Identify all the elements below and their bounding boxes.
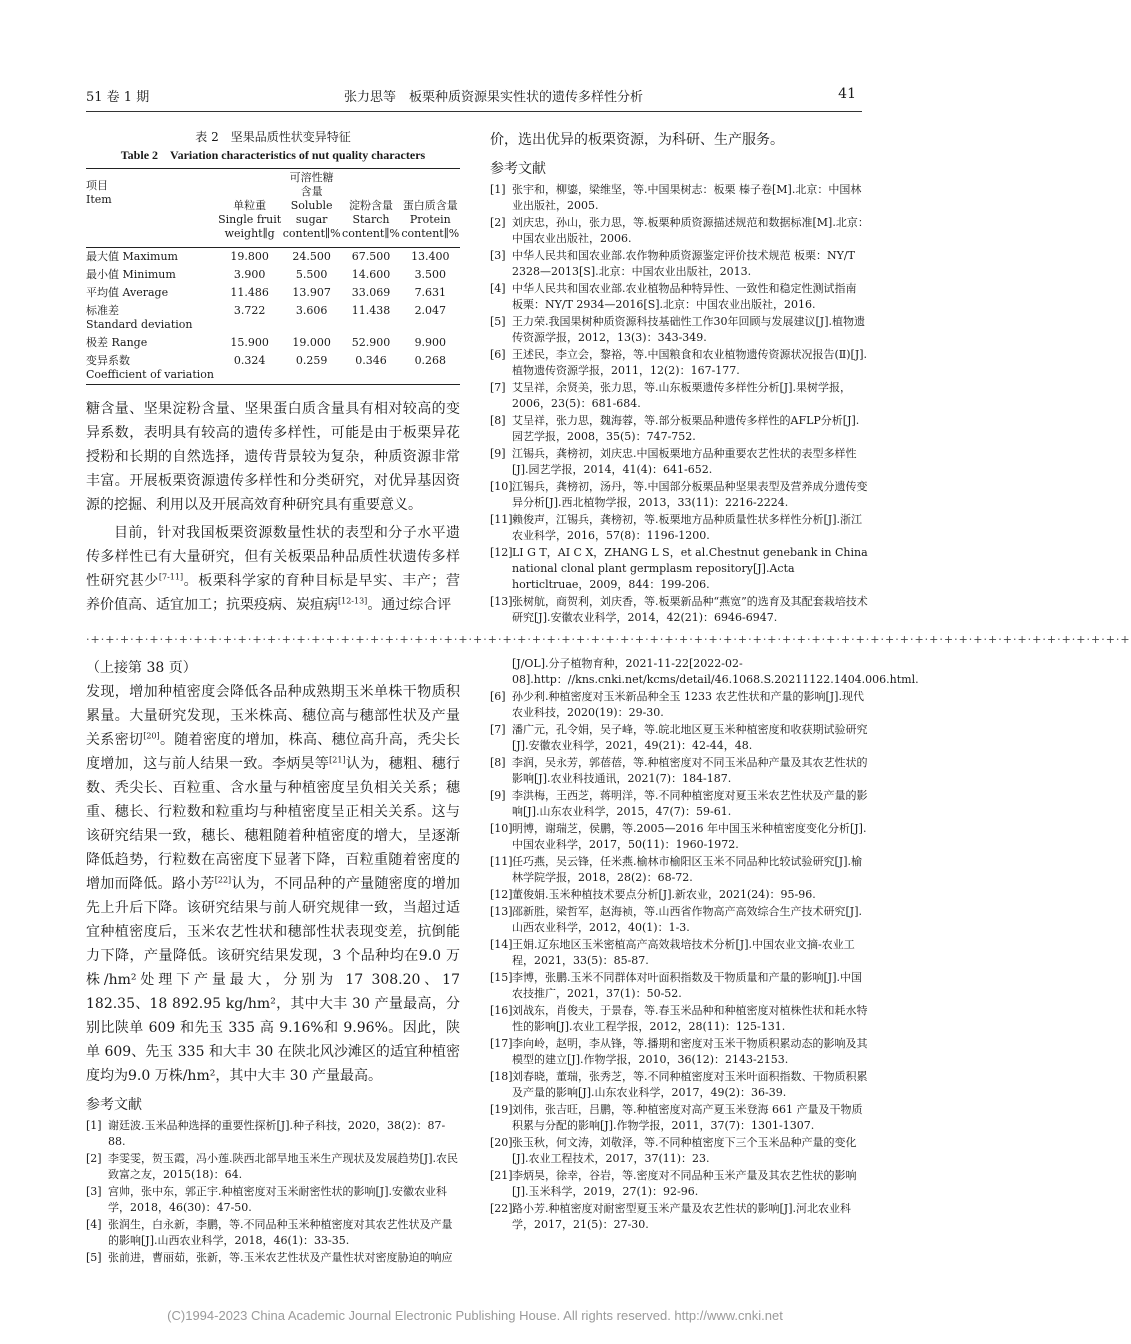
table-row: 标准差 Standard deviation 3.722 3.606 11.438 2.047	[86, 304, 447, 331]
reference-text: 李炳昊，徐幸，谷岩，等.密度对不同品种玉米产量及其农艺性状的影响[J].玉米科学，2019，27(1)：92-96.	[512, 1169, 857, 1198]
reference-number: [6]	[490, 690, 506, 703]
reference-text: 刘战东，肖俊夫，于景春，等.春玉米品种和种植密度对植株性状和耗水特性的影响[J].农业工程学报，2012，28(11)：125-131.	[512, 1004, 868, 1033]
reference-number: [17]	[490, 1037, 513, 1050]
reference-number: [1]	[490, 183, 506, 196]
reference-number: [15]	[490, 971, 513, 984]
list-item	[490, 1201, 870, 1233]
reference-list	[86, 1118, 460, 1266]
citation: [22]	[214, 875, 232, 885]
list-item	[490, 887, 870, 903]
list-item	[490, 512, 870, 544]
reference-text: 明博，谢瑞芝，侯鹏，等.2005—2016 年中国玉米种植密度变化分析[J].中国农业科学，2017，50(11)：1960-1972.	[512, 822, 867, 851]
reference-number: [8]	[490, 414, 506, 427]
reference-text: 李博，张鹏.玉米不同群体对叶面积指数及干物质量和产量的影响[J].中国农技推广，2021，37(1)：50-52.	[512, 971, 862, 1000]
reference-text: 张玉秋，何文涛，刘敬泽，等.不同种植密度下三个玉米品种产量的变化[J].农业工程技术，2017，37(11)：23.	[512, 1136, 857, 1165]
reference-text: 张前进，曹丽茹，张新，等.玉米农艺性状及产量性状对密度胁迫的响应	[108, 1251, 453, 1264]
reference-text: 张树航，商贺利，刘庆香，等.板栗新品种“燕宽”的选育及其配套栽培技术研究[J].安徽农业科学，2014，42(21)：6946-6947.	[512, 595, 868, 624]
references-heading: 参考文献	[86, 1097, 142, 1113]
list-item	[490, 755, 870, 787]
reference-text: 董俊娟.玉米种植技术要点分析[J].新农业，2021(24)：95-96.	[512, 888, 816, 901]
reference-number: [22]	[490, 1202, 513, 1215]
reference-text: 王力荣.我国果树种质资源科技基础性工作30年回顾与发展建议[J].植物遗传资源学报，2012，13(3)：343-349.	[512, 315, 865, 344]
list-item	[490, 1036, 870, 1068]
list-item	[490, 479, 870, 511]
reference-text: 李向岭，赵明，李从锋，等.播期和密度对玉米干物质积累动态的影响及其模型的建立[J].作物学报，2010，36(12)：2143-2153.	[512, 1037, 868, 1066]
table-row: 最大值 Maximum 19.800 24.500 67.500 13.400	[86, 248, 460, 267]
copyright-footer: (C)1994-2023 China Academic Journal Electronic Publishing House. All rights reserved. http://www.cnki.net	[167, 1308, 783, 1323]
body-paragraph: 发现，增加种植密度会降低各品种成熟期玉米单株干物质积累量。大量研究发现，玉米株高、穗位高与穗部性状及产量关系密切[20]。随着密度的增加，株高、穗位高升高，秃尖长度增加，这与前人结果一致。李炳昊等[21]认为，穗粗、穗行数、秃尖长、百粒重、含水量与种植密度呈负相关关系；穗重、穗长、行粒数和粒重均与种植密度呈正相关关系。这与该研究结果一致，穗长、穗粗随着种植密度的增大，呈逐渐降低趋势，行粒数在高密度下显著下降，百粒重随着密度的增加而降低。路小芳[22]认为，不同品种的产量随密度的增加先上升后下降。该研究结果与前人研究规律一致，当超过适宜种植密度后，玉米农艺性状和穗部性状表现变差，抗倒能力下降，产量降低。该研究结果发现，3 个品种均在9.0 万株/hm²处理下产量最大，分别为 17 308.20、17 182.35、18 892.95 kg/hm²，其中大丰 30 产量最高，分别比陕单 609 和先玉 335 高 9.16%和 9.96%。因此，陕单 609、先玉 335 和大丰 30 在陕北风沙滩区的适宜种植密度均为9.0 万株/hm²，其中大丰 30 产量最高。	[86, 684, 461, 1084]
table-header-weight: 单粒重 Single fruit weight∥g	[218, 199, 282, 240]
list-item	[490, 1069, 870, 1101]
nut-quality-table	[86, 168, 460, 385]
reference-list	[490, 656, 919, 688]
reference-number: [5]	[86, 1251, 102, 1264]
table-caption-cn: 表 2 坚果品质性状变异特征	[195, 130, 351, 144]
continued-from-note: （上接第 38 页）	[86, 660, 197, 676]
reference-number: [2]	[86, 1152, 102, 1165]
reference-text: 艾呈祥，张力思，魏海蓉，等.部分板栗品种遗传多样性的AFLP分析[J].园艺学报，2008，35(5)：747-752.	[512, 414, 860, 443]
list-item: [J/OL].分子植物育种，2021-11-22[2022-02-08].http：//kns.cnki.net/kcms/detail/46.1068.S.20211122.1404.006.html.	[512, 657, 919, 686]
reference-text: 任巧燕，吴云锋，任米燕.榆林市榆阳区玉米不同品种比较试验研究[J].榆林学院学报，2018，28(2)：68-72.	[512, 855, 862, 884]
reference-text: 刘伟，张吉旺，吕鹏，等.种植密度对高产夏玉米登海 661 产量及干物质积累与分配的影响[J].作物学报，2011，37(7)：1301-1307.	[512, 1103, 863, 1132]
reference-text: 谢廷波.玉米品种选择的重要性探析[J].种子科技，2020，38(2)：87-88.	[108, 1119, 446, 1148]
reference-text: 刘春晓，董瑞，张秀芝，等.不同种植密度对玉米叶面积指数、干物质积累及产量的影响[J].山东农业科学，2017，49(2)：36-39.	[512, 1070, 868, 1099]
table-row: 平均值 Average 11.486 13.907 33.069 7.631	[86, 286, 447, 299]
reference-text: 中华人民共和国农业部.农作物种质资源鉴定评价技术规范 板栗：NY/T 2328—2013[S].北京：中国农业出版社，2013.	[512, 249, 855, 278]
table-row: 极差 Range 15.900 19.000 52.900 9.900	[86, 336, 447, 349]
list-item	[490, 970, 870, 1002]
list-item	[490, 347, 870, 379]
list-item	[86, 1184, 460, 1216]
list-item	[490, 854, 870, 886]
reference-number: [5]	[490, 315, 506, 328]
list-item	[490, 722, 870, 754]
reference-number: [1]	[86, 1119, 102, 1132]
reference-text: 张润生，白永新，李鹏，等.不同品种玉米种植密度对其农艺性状及产量的影响[J].山西农业科学，2018，46(1)：33-35.	[108, 1218, 453, 1247]
reference-text: 江锡兵，龚榜初，汤丹，等.中国部分板栗品种坚果表型及营养成分遗传变异分析[J].西北植物学报，2013，33(11)：2216-2224.	[512, 480, 868, 509]
list-item	[86, 1118, 460, 1150]
table-header-item: 项目 Item	[86, 179, 112, 206]
reference-text: 潘广元，孔令娟，吴子峰，等.皖北地区夏玉米种植密度和收获期试验研究[J].安徽农业科学，2021，49(21)：42-44，48.	[512, 723, 868, 752]
list-item	[86, 1250, 460, 1266]
list-item	[490, 182, 870, 214]
reference-list	[490, 182, 870, 626]
list-item	[490, 689, 870, 721]
reference-text: 王述民，李立会，黎裕，等.中国粮食和农业植物遗传资源状况报告(Ⅱ)[J].植物遗传资源学报，2011，12(2)：167-177.	[512, 348, 868, 377]
reference-text: LI G T，AI C X，ZHANG L S，et al.Chestnut genebank in China national clonal plant germplasm repository[J].Acta horticltruae，2009，844：199-206.	[512, 546, 868, 591]
table-header-protein: 蛋白质含量 Protein content∥%	[401, 199, 460, 240]
running-title: 张力思等 板栗种质资源果实性状的遗传多样性分析	[344, 90, 644, 105]
reference-text: 孙少利.种植密度对玉米新品种全玉 1233 农艺性状和产量的影响[J].现代农业科技，2020(19)：29-30.	[512, 690, 864, 719]
reference-number: [7]	[490, 381, 506, 394]
reference-number: [10]	[490, 822, 513, 835]
article-divider: ·+·+·+·+·+·+·+·+·+·+·+·+·+·+·+·+·+·+·+·+·+·+·+·+·+·+·+·+·+·+·+·+·+·+·+·+·+·+·+·+·+·+·+·+·+·+·+·+·+·+·+·+·+·+·+·+·+·+·+·+·+·+·+·+·+·+·+·+·+·+·+	[86, 633, 1131, 646]
reference-text: 路小芳.种植密度对耐密型夏玉米产量及农艺性状的影响[J].河北农业科学，2017，21(5)：27-30.	[512, 1202, 851, 1231]
volume-issue: 51 卷 1 期	[86, 90, 150, 105]
list-item	[490, 1168, 870, 1200]
citation: [12-13]	[338, 596, 368, 606]
reference-number: [11]	[490, 513, 513, 526]
reference-number: [18]	[490, 1070, 513, 1083]
list-item	[490, 594, 870, 626]
reference-number: [21]	[490, 1169, 513, 1182]
table-header-starch: 淀粉含量 Starch content∥%	[342, 199, 400, 240]
citation: [7-11]	[158, 572, 184, 582]
reference-text: 王娟.辽东地区玉米密植高产高效栽培技术分析[J].中国农业文摘-农业工程，2021，33(5)：85-87.	[512, 938, 855, 967]
header-rule	[86, 111, 862, 112]
table-header-sugar: 可溶性糖 含量 Soluble sugar content∥%	[282, 171, 341, 240]
list-item	[490, 281, 870, 313]
table-row: 变异系数 Coefficient of variation 0.324 0.259 0.346 0.268	[86, 352, 460, 385]
running-header	[86, 86, 862, 110]
left-column-bottom	[86, 656, 460, 1267]
reference-number: [20]	[490, 1136, 513, 1149]
reference-number: [3]	[490, 249, 506, 262]
reference-number: [6]	[490, 348, 506, 361]
reference-number: [14]	[490, 938, 513, 951]
body-continuation: 价，选出优异的板栗资源，为科研、生产服务。	[490, 132, 784, 148]
reference-list	[490, 689, 870, 1233]
list-item	[86, 1217, 460, 1249]
reference-number: [2]	[490, 216, 506, 229]
right-column-top	[490, 128, 870, 627]
references-heading: 参考文献	[490, 161, 546, 177]
reference-number: [19]	[490, 1103, 513, 1116]
reference-number: [9]	[490, 447, 506, 460]
list-item	[86, 1151, 460, 1183]
list-item	[490, 788, 870, 820]
page-number: 41	[838, 86, 856, 102]
reference-number: [13]	[490, 905, 513, 918]
body-paragraph: 目前，针对我国板栗资源数量性状的表型和分子水平遗传多样性已有大量研究，但有关板栗品种品质性状遗传多样性研究甚少[7-11]。板栗科学家的育种目标是早实、丰产；营养价值高、适宜加工；抗栗疫病、炭疽病[12-13]。通过综合评	[86, 525, 461, 613]
reference-number: [13]	[490, 595, 513, 608]
reference-text: 中华人民共和国农业部.农业植物品种特异性、一致性和稳定性测试指南 板栗：NY/T 2934—2016[S].北京：中国农业出版社，2016.	[512, 282, 857, 311]
reference-number: [12]	[490, 888, 513, 901]
list-item	[490, 1102, 870, 1134]
citation: [20]	[143, 731, 160, 741]
reference-text: 江锡兵，龚榜初，刘庆忠.中国板栗地方品种重要农艺性状的表型多样性[J].园艺学报，2014，41(4)：641-652.	[512, 447, 857, 476]
list-item	[490, 215, 870, 247]
reference-number: [12]	[490, 546, 513, 559]
table-caption-en: Table 2 Variation characteristics of nut quality characters	[120, 148, 426, 162]
table-row: 最小值 Minimum 3.900 5.500 14.600 3.500	[86, 268, 447, 281]
reference-text: 刘庆忠，孙山，张力思，等.板栗种质资源描述规范和数据标准[M].北京：中国农业出版社，2006.	[512, 216, 869, 245]
reference-text: 邵新胜，梁哲军，赵海祯，等.山西省作物高产高效综合生产技术研究[J].山西农业科学，2012，40(1)：1-3.	[512, 905, 862, 934]
reference-number: [3]	[86, 1185, 102, 1198]
reference-text: 赖俊声，江锡兵，龚榜初，等.板栗地方品种质量性状多样性分析[J].浙江农业科学，2016，57(8)：1196-1200.	[512, 513, 862, 542]
reference-text: 李雯雯，贺玉霞，冯小莲.陕西北部旱地玉米生产现状及发展趋势[J].农民致富之友，2015(18)：64.	[108, 1152, 458, 1181]
reference-text: 张宇和，柳鎏，梁维坚，等.中国果树志：板栗 榛子卷[M].北京：中国林业出版社，2005.	[512, 183, 862, 212]
reference-number: [10]	[490, 480, 513, 493]
reference-number: [4]	[490, 282, 506, 295]
reference-number: [7]	[490, 723, 506, 736]
citation: [21]	[329, 755, 346, 765]
list-item	[490, 446, 870, 478]
reference-text: 李洪梅，王西芝，蒋明洋，等.不同种植密度对夏玉米农艺性状及产量的影响[J].山东农业科学，2015，47(7)：59-61.	[512, 789, 868, 818]
reference-text: 宫帅，张中东，郭正宇.种植密度对玉米耐密性状的影响[J].安徽农业科学，2018，46(30)：47-50.	[108, 1185, 447, 1214]
left-column-top	[86, 128, 460, 617]
list-item	[490, 1135, 870, 1167]
reference-text: 艾呈祥，余贤美，张力思，等.山东板栗遗传多样性分析[J].果树学报，2006，23(5)：681-684.	[512, 381, 851, 410]
body-paragraph: 糖含量、坚果淀粉含量、坚果蛋白质含量具有相对较高的变异系数，表明具有较高的遗传多样性，可能是由于板栗异花授粉和长期的自然选择，遗传背景较为复杂，种质资源非常丰富。开展板栗资源遗传多样性和分类研究，对优异基因资源的挖掘、利用以及开展高效育种研究具有重要意义。	[86, 401, 460, 513]
list-item	[490, 314, 870, 346]
reference-number: [9]	[490, 789, 506, 802]
list-item	[490, 380, 870, 412]
right-column-bottom	[490, 656, 919, 1234]
reference-number: [16]	[490, 1004, 513, 1017]
reference-number: [8]	[490, 756, 506, 769]
list-item	[490, 821, 870, 853]
list-item	[490, 937, 870, 969]
list-item	[490, 545, 870, 593]
list-item	[490, 1003, 870, 1035]
reference-number: [11]	[490, 855, 513, 868]
reference-text: 李润，吴永芳，郭蓓蓓，等.种植密度对不同玉米品种产量及其农艺性状的影响[J].农业科技通讯，2021(7)：184-187.	[512, 756, 868, 785]
list-item	[490, 413, 870, 445]
reference-number: [4]	[86, 1218, 102, 1231]
list-item	[490, 904, 870, 936]
list-item	[490, 248, 870, 280]
